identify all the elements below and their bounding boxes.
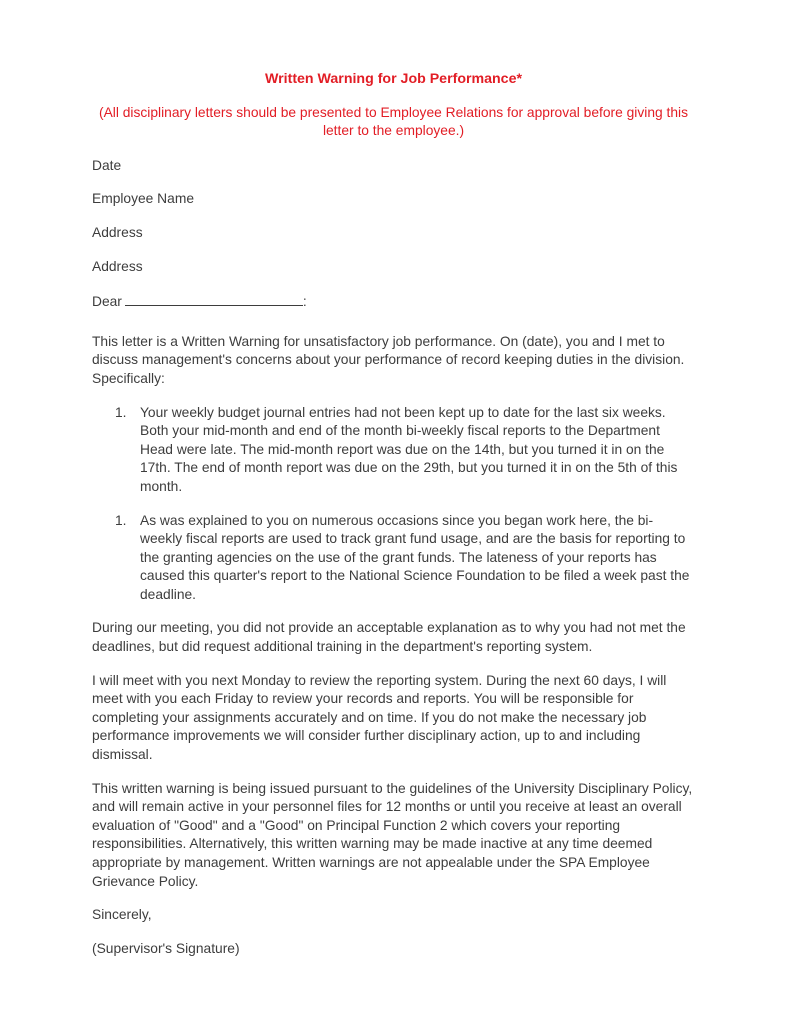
document-title: Written Warning for Job Performance*	[265, 71, 522, 87]
body-paragraph-meeting: During our meeting, you did not provide an acceptable explanation as to why you had not met the deadlines, but did request additional training in the department's reporting system.	[92, 620, 686, 655]
approval-notice: (All disciplinary letters should be presented to Employee Relations for approval before giving this letter to the employee.)	[99, 104, 688, 139]
intro-paragraph: This letter is a Written Warning for unsatisfactory job performance. On (date), you and I met to discuss management's concerns about your performance of record keeping duties in the division. Specifically:	[92, 333, 685, 386]
salutation-line	[92, 291, 695, 312]
list-item	[92, 512, 695, 605]
field-address-1: Address	[92, 224, 143, 240]
list-item-number: 1.	[115, 404, 127, 420]
list-item	[92, 404, 695, 497]
field-employee-name: Employee Name	[92, 191, 194, 207]
salutation-prefix: Dear	[92, 294, 122, 310]
list-item-text: As was explained to you on numerous occasions since you began work here, the bi-weekly fiscal reports are used to track grant fund usage, and are the basis for reporting to the granting agencies on the use of the grant funds. The lateness of your reports has caused this quarter's report to the National Science Foundation to be filed a week past the deadline.	[140, 512, 690, 602]
closing-salutation: Sincerely,	[92, 907, 152, 923]
list-item-number: 1.	[115, 512, 127, 528]
field-date: Date	[92, 157, 122, 173]
salutation-colon: :	[302, 294, 307, 310]
field-address-2: Address	[92, 258, 143, 274]
signature-line: (Supervisor's Signature)	[92, 940, 240, 956]
body-paragraph-policy: This written warning is being issued pursuant to the guidelines of the University Disciplinary Policy, and will remain active in your personnel files for 12 months or until you receive at least an overall evaluation of "Good" and a "Good" on Principal Function 2 which covers your reporting responsibilities. Alternatively, this written warning may be made inactive at any time deemed appropriate by management. Written warnings are not appealable under the SPA Employee Grievance Policy.	[92, 780, 693, 889]
list-item-text: Your weekly budget journal entries had not been kept up to date for the last six weeks. Both your mid-month and end of the month bi-weekly fiscal reports to the Department Head were late. The mid-month report was due on the 14th, but you turned it in on the 17th. The end of month report was due on the 29th, but you turned it in on the 5th of this month.	[140, 404, 678, 494]
salutation-blank	[125, 291, 303, 306]
body-paragraph-plan: I will meet with you next Monday to review the reporting system. During the next 60 days, I will meet with you each Friday to review your records and reports. You will be responsible for completing your assignments accurately and on time. If you do not make the necessary job performance improvements we will consider further disciplinary action, up to and including dismissal.	[92, 672, 667, 763]
